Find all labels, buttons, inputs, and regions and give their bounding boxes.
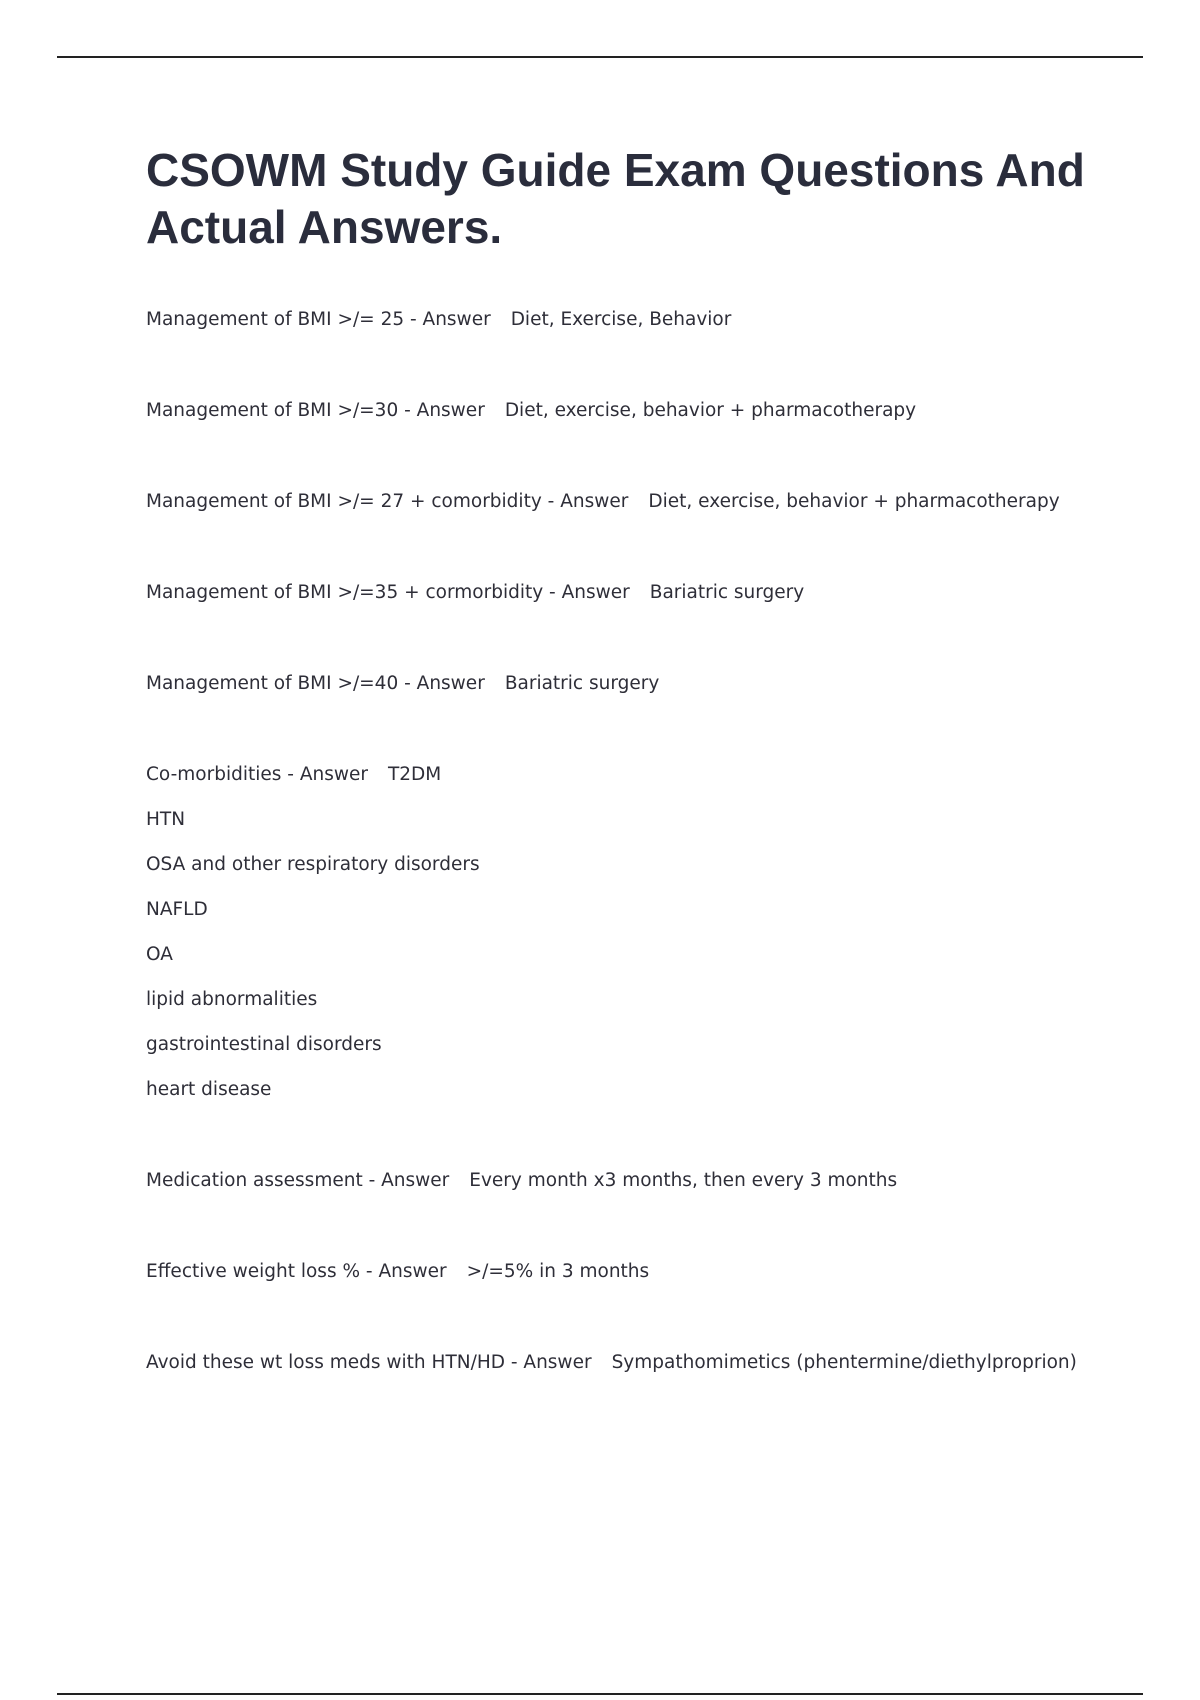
question-text: Management of BMI >/=40 - Answer bbox=[146, 673, 485, 694]
qa-item bbox=[146, 388, 1106, 433]
answer-text: Diet, Exercise, Behavior bbox=[510, 309, 732, 330]
answer-line: OA bbox=[146, 944, 173, 965]
qa-item bbox=[146, 479, 1106, 524]
question-text: Management of BMI >/=30 - Answer bbox=[146, 400, 485, 421]
answer-line: lipid abnormalities bbox=[146, 989, 318, 1010]
answer-text: Diet, exercise, behavior + pharmacotherapy bbox=[648, 491, 1060, 512]
answer-line: heart disease bbox=[146, 1079, 272, 1100]
question-text: Medication assessment - Answer bbox=[146, 1170, 450, 1191]
qa-item bbox=[146, 297, 1106, 342]
answer-line: HTN bbox=[146, 809, 186, 830]
question-text: Avoid these wt loss meds with HTN/HD - Answer bbox=[146, 1352, 592, 1373]
qa-item bbox=[146, 752, 1106, 1112]
question-text: Management of BMI >/= 25 - Answer bbox=[146, 309, 491, 330]
footer-rule bbox=[57, 1693, 1143, 1695]
answer-line: NAFLD bbox=[146, 899, 208, 920]
answer-text: Bariatric surgery bbox=[649, 582, 805, 603]
document-body bbox=[146, 142, 1106, 1385]
qa-item bbox=[146, 570, 1106, 615]
answer-line: OSA and other respiratory disorders bbox=[146, 854, 480, 875]
answer-text: Sympathomimetics (phentermine/diethylproprion) bbox=[611, 1352, 1077, 1373]
answer-text: Every month x3 months, then every 3 months bbox=[469, 1170, 898, 1191]
question-text: Co-morbidities - Answer bbox=[146, 764, 368, 785]
answer-line: gastrointestinal disorders bbox=[146, 1034, 382, 1055]
header-rule bbox=[57, 56, 1143, 58]
question-text: Effective weight loss % - Answer bbox=[146, 1261, 447, 1282]
document-title: CSOWM Study Guide Exam Questions And Actual Answers. bbox=[146, 144, 1085, 253]
answer-text: >/=5% in 3 months bbox=[466, 1261, 650, 1282]
answer-text: Bariatric surgery bbox=[504, 673, 660, 694]
answer-text: Diet, exercise, behavior + pharmacotherapy bbox=[504, 400, 917, 421]
qa-item bbox=[146, 661, 1106, 706]
question-text: Management of BMI >/=35 + cormorbidity - Answer bbox=[146, 582, 630, 603]
qa-item bbox=[146, 1340, 1106, 1385]
qa-list bbox=[146, 297, 1106, 1385]
answer-text: T2DM bbox=[387, 764, 442, 785]
qa-item bbox=[146, 1249, 1106, 1294]
question-text: Management of BMI >/= 27 + comorbidity - Answer bbox=[146, 491, 629, 512]
qa-item bbox=[146, 1158, 1106, 1203]
